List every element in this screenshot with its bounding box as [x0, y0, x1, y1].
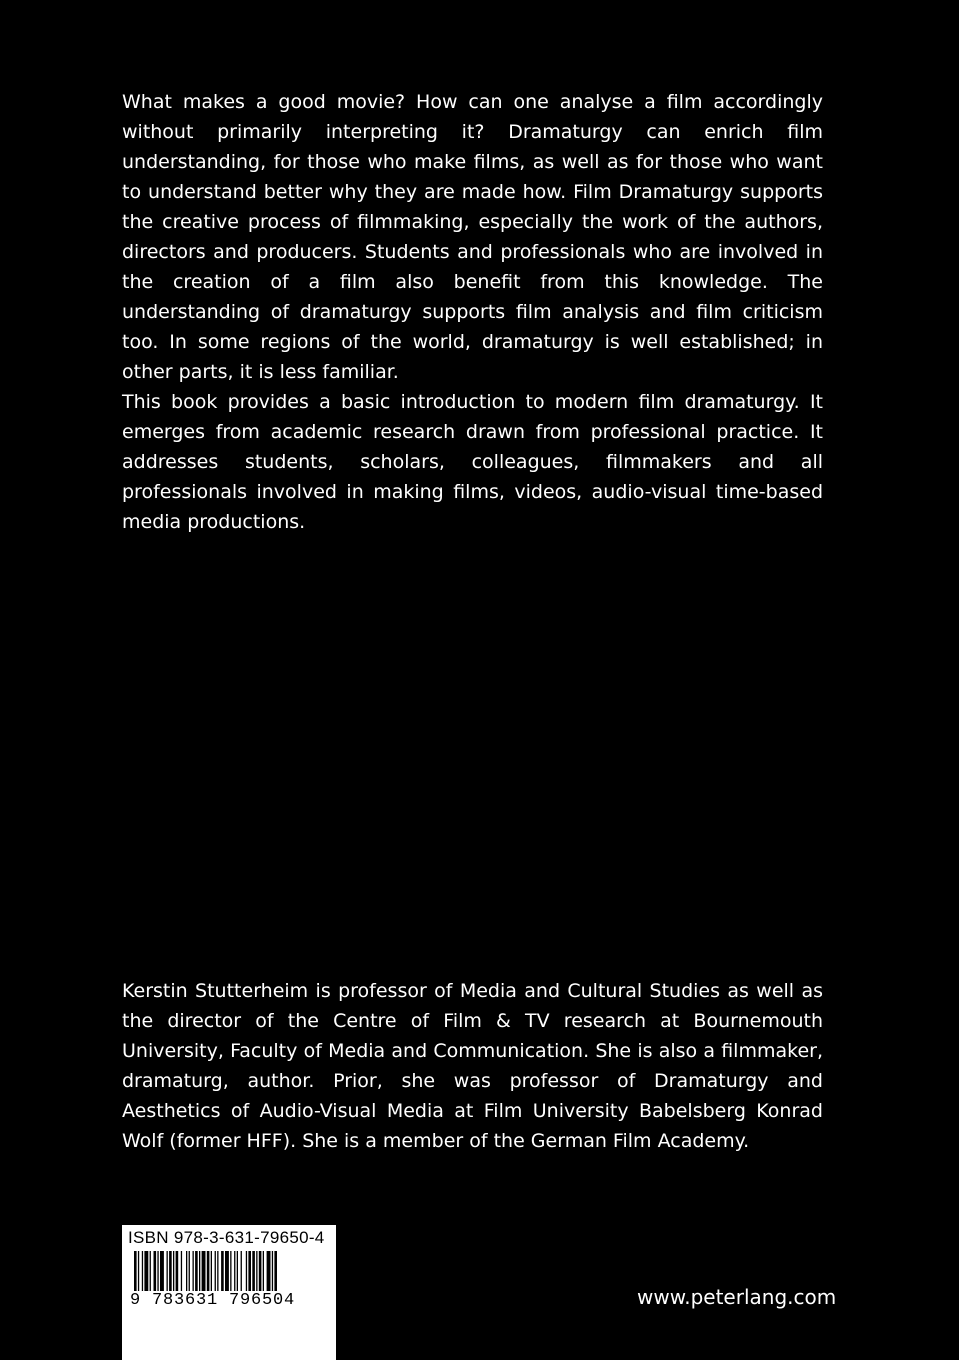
blurb-paragraph-1: What makes a good movie? How can one analyse a film accordingly without primarily interpreting it? Dramaturgy can enrich film understanding, for those who make films, as well as for those who want to understand better why they are made how. Film Dramaturgy supports the creative process of filmmaking, especially the work of the authors, directors and producers. Students and professionals who are involved in the creation of a film also benefit from this knowledge. The understanding of dramaturgy supports film analysis and film criticism too. In some regions of the world, dramaturgy is well established; in other parts, it is less familiar. [122, 91, 823, 383]
author-bio-text: Kerstin Stutterheim is professor of Media and Cultural Studies as well as the director of the Centre of Film & TV research at Bournemouth University, Faculty of Media and Communication. She is also a filmmaker, dramaturg, author. Prior, she was professor of Dramaturgy and Aesthetics of Audio-Visual Media at Film University Babelsberg Konrad Wolf (former HFF). She is a member of the German Film Academy. [122, 980, 823, 1152]
publisher-website[interactable]: www.peterlang.com [637, 1285, 837, 1309]
ean-digits: 9 783631 796504 [130, 1291, 296, 1310]
isbn-label: ISBN 978-3-631-79650-4 [128, 1228, 325, 1247]
blurb-paragraph-2: This book provides a basic introduction to modern film dramaturgy. It emerges from academic research drawn from professional practice. It addresses students, scholars, colleagues, filmmakers and all professionals involved in making films, videos, audio-visual time-based media productions. [122, 391, 823, 533]
isbn-barcode [122, 1225, 336, 1360]
book-blurb [122, 87, 823, 537]
author-bio [122, 976, 823, 1156]
